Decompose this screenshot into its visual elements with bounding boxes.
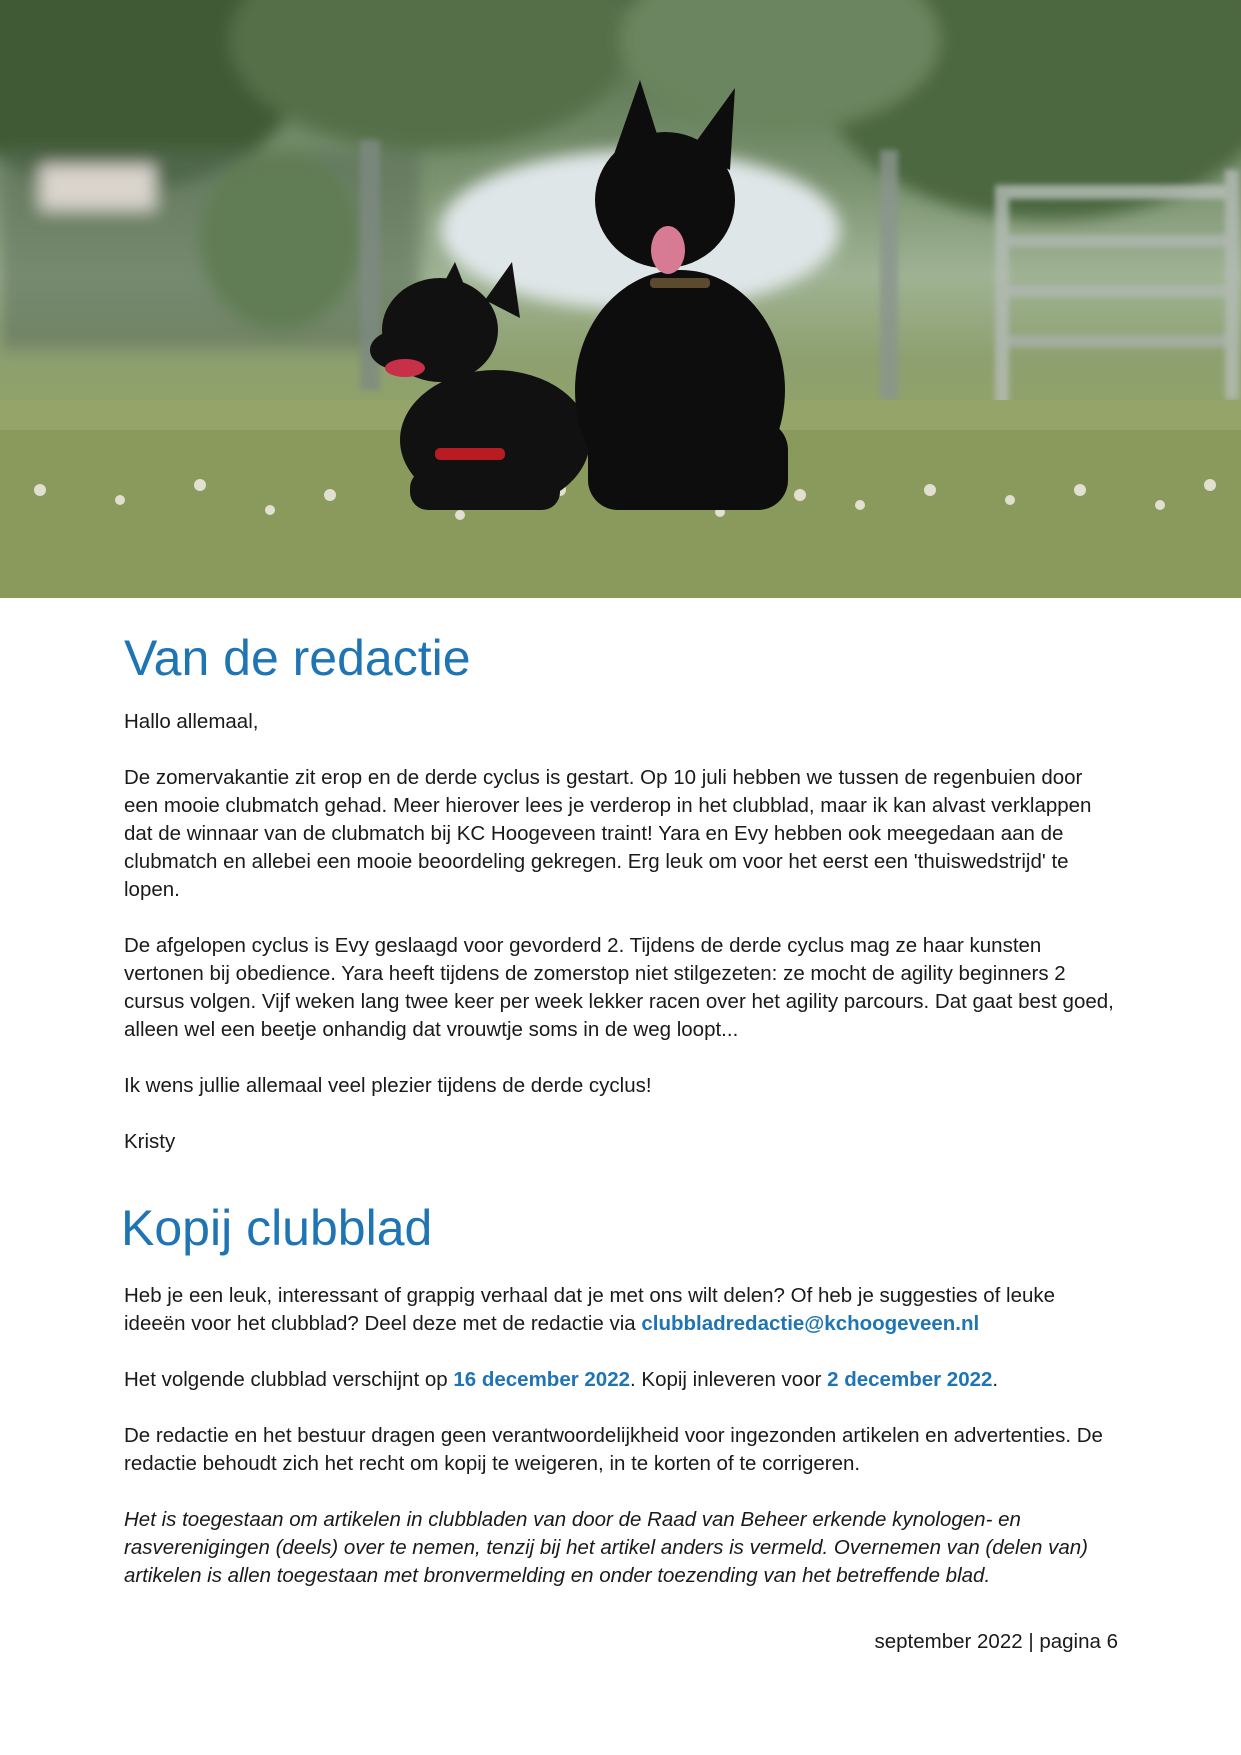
kopij-paragraph-3: De redactie en het bestuur dragen geen verantwoordelijkheid voor ingezonden artikelen en advertenties. De redactie behoudt zich het recht om kopij te weigeren, in te korten of te corrigeren. — [124, 1424, 1103, 1475]
greeting: Hallo allemaal, — [124, 710, 259, 733]
header-photo — [0, 0, 1241, 598]
publish-date: 16 december 2022 — [453, 1368, 630, 1391]
two-black-dogs-photo-icon — [0, 0, 1241, 598]
kopij-paragraph-2-text-c: . — [992, 1368, 999, 1391]
deadline-date: 2 december 2022 — [827, 1368, 993, 1391]
kopij-paragraph-1-text: Heb je een leuk, interessant of grappig verhaal dat je met ons wilt delen? Of heb je suggesties of leuke ideeën voor het clubblad? Deel deze met de redactie via — [124, 1284, 1056, 1335]
editorial-paragraph-3: Ik wens jullie allemaal veel plezier tijdens de derde cyclus! — [124, 1074, 652, 1097]
disclaimer: Het is toegestaan om artikelen in clubbladen van door de Raad van Beheer erkende kynologen- en rasverenigingen (deels) over te nemen, tenzij bij het artikel anders is vermeld. Overnemen van (delen van) artikelen is allen toegestaan met bronvermelding en onder toezending van het betreffende blad. — [124, 1508, 1088, 1587]
editorial-paragraph-1: De zomervakantie zit erop en de derde cyclus is gestart. Op 10 juli hebben we tussen de regenbuien door een mooie clubmatch gehad. Meer hierover lees je verderop in het clubblad, maar ik kan alvast verklappen dat de winnaar van de clubmatch bij KC Hoogeveen traint! Yara en Evy hebben ook meegedaan aan de clubmatch en allebei een mooie beoordeling gekregen. Erg leuk om voor het eerst een 'thuiswedstrijd' te lopen. — [124, 766, 1092, 901]
kopij-paragraph-2 — [124, 1366, 1118, 1394]
editorial-paragraph-2: De afgelopen cyclus is Evy geslaagd voor gevorderd 2. Tijdens de derde cyclus mag ze haar kunsten vertonen bij obedience. Yara heeft tijdens de zomerstop niet stilgezeten: ze mocht de agility beginners 2 cursus volgen. Vijf weken lang twee keer per week lekker racen over het agility parcours. Dat gaat best goed, alleen wel een beetje onhandig dat vrouwtje soms in de weg loopt... — [124, 934, 1114, 1041]
kopij-paragraph-2-text-b: . Kopij inleveren voor — [630, 1368, 828, 1391]
article-title-van-de-redactie: Van de redactie — [124, 630, 471, 686]
article-title-kopij-clubblad: Kopij clubblad — [121, 1200, 433, 1256]
kopij-paragraph-2-text-a: Het volgende clubblad verschijnt op — [124, 1368, 454, 1391]
page-footer: september 2022 | pagina 6 — [874, 1630, 1118, 1653]
email-link[interactable]: clubbladredactie@kchoogeveen.nl — [641, 1312, 980, 1335]
kopij-paragraph-1 — [124, 1282, 1118, 1338]
signature: Kristy — [124, 1130, 176, 1153]
page-content — [121, 628, 1118, 1590]
